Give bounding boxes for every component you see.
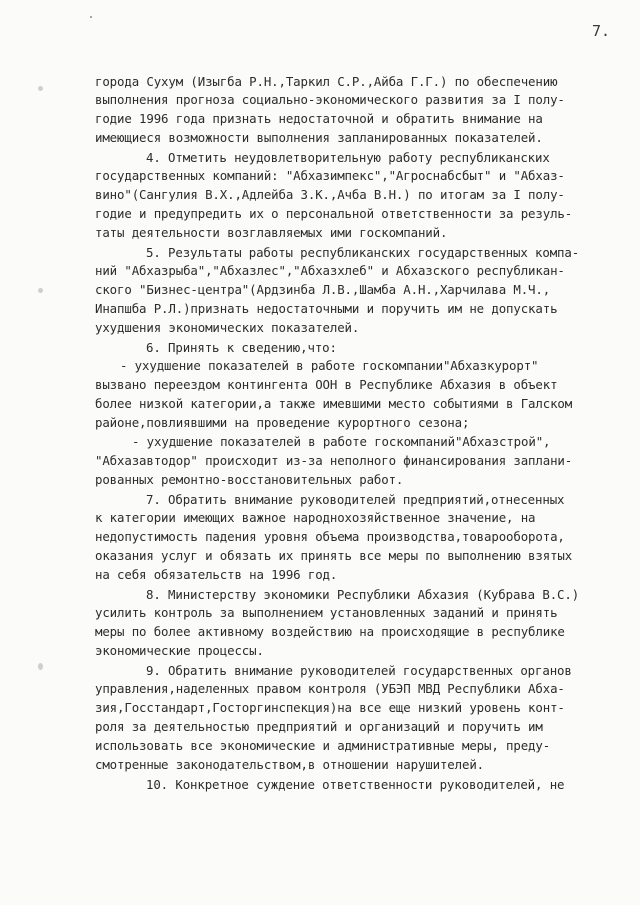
text-line: зия,Госстандарт,Госторгинспекция)на все еще низкий уровень конт- bbox=[95, 700, 565, 715]
text-line: рованных ремонтно-восстановительных работ. bbox=[95, 472, 404, 487]
text-line: выполнения прогноза социально-экономического развития за I полу- bbox=[95, 92, 565, 107]
text-line: 4. Отметить неудовлетворительную работу республиканских bbox=[146, 150, 550, 165]
text-line: меры по более активному воздействию на происходящие в республике bbox=[95, 624, 565, 639]
text-line: 10. Конкретное суждение ответственности руководителей, не bbox=[146, 777, 565, 792]
text-line: 7. Обратить внимание руководителей предприятий,отнесенных bbox=[146, 492, 565, 507]
scan-speck bbox=[38, 288, 43, 293]
text-line: 5. Результаты работы республиканских государственных компа- bbox=[146, 245, 580, 260]
text-line: вино"(Сангулия В.Х.,Адлейба З.К.,Ачба В.Н.) по итогам за I полу- bbox=[95, 187, 565, 202]
text-line: 8. Министерству экономики Республики Абхазия (Кубрава В.С.) bbox=[146, 587, 580, 602]
text-line: ского "Бизнес-центра"(Ардзинба Л.В.,Шамба А.Н.,Харчилава М.Ч., bbox=[95, 282, 551, 297]
text-line: годие и предупредить их о персональной ответственности за резуль- bbox=[95, 206, 573, 221]
page-number: 7. bbox=[591, 22, 610, 40]
text-line: таты деятельности возглавляемых ими госкомпаний. bbox=[95, 225, 448, 240]
text-line: ний "Абхазрыба","Абхазлес","Абхазхлеб" и Абхазского республикан- bbox=[95, 263, 565, 278]
text-line: к категории имеющих важное народнохозяйственное значение, на bbox=[95, 510, 536, 525]
text-line: годие 1996 года признать недостаточной и обратить внимание на bbox=[95, 111, 543, 126]
text-line: вызвано переездом контингента ООН в Республике Абхазия в объект bbox=[95, 377, 558, 392]
scan-speck bbox=[38, 86, 43, 91]
text-line: 9. Обратить внимание руководителей государственных органов bbox=[146, 663, 572, 678]
text-line: города Сухум (Изыгба Р.Н.,Таркил С.Р.,Айба Г.Г.) по обеспечению bbox=[95, 74, 558, 89]
text-line: смотренные законодательством,в отношении нарушителей. bbox=[95, 757, 485, 772]
text-line: использовать все экономические и административные меры, преду- bbox=[95, 738, 551, 753]
text-line: управления,наделенных правом контроля (УБЭП МВД Республики Абха- bbox=[95, 681, 565, 696]
text-line: государственных компаний: "Абхазимпекс","Агроснабсбыт" и "Абхаз- bbox=[95, 168, 565, 183]
text-line: на себя обязательств на 1996 год. bbox=[95, 567, 338, 582]
text-line: - ухудшение показателей в работе госкомпаний"Абхазстрой", bbox=[132, 434, 551, 449]
text-line: ухудшения экономических показателей. bbox=[95, 320, 360, 335]
text-line: 6. Принять к сведению,что: bbox=[146, 340, 337, 355]
text-line: имеющиеся возможности выполнения запланированных показателей. bbox=[95, 130, 543, 145]
text-line: более низкой категории,а также имевшими место событиями в Галском bbox=[95, 396, 573, 411]
text-line: Инапшба Р.Л.)признать недостаточными и поручить им не допускать bbox=[95, 301, 558, 316]
text-line: экономические процессы. bbox=[95, 643, 264, 658]
scan-speck bbox=[38, 663, 43, 670]
text-line: оказания услуг и обязать их принять все меры по выполнению взятых bbox=[95, 548, 573, 563]
text-line: - ухудшение показателей в работе госкомпании"Абхазкурорт" bbox=[120, 358, 539, 373]
text-line: недопустимость падения уровня объема производства,товарооборота, bbox=[95, 529, 565, 544]
text-line: "Абхазавтодор" происходит из-за неполного финансирования заплани- bbox=[95, 453, 573, 468]
text-line: районе,повлиявшими на проведение курортного сезона; bbox=[95, 415, 470, 430]
text-line: роля за деятельностью предприятий и организаций и поручить им bbox=[95, 719, 543, 734]
scan-speck bbox=[90, 16, 92, 18]
text-line: усилить контроль за выполнением установленных заданий и принять bbox=[95, 605, 558, 620]
